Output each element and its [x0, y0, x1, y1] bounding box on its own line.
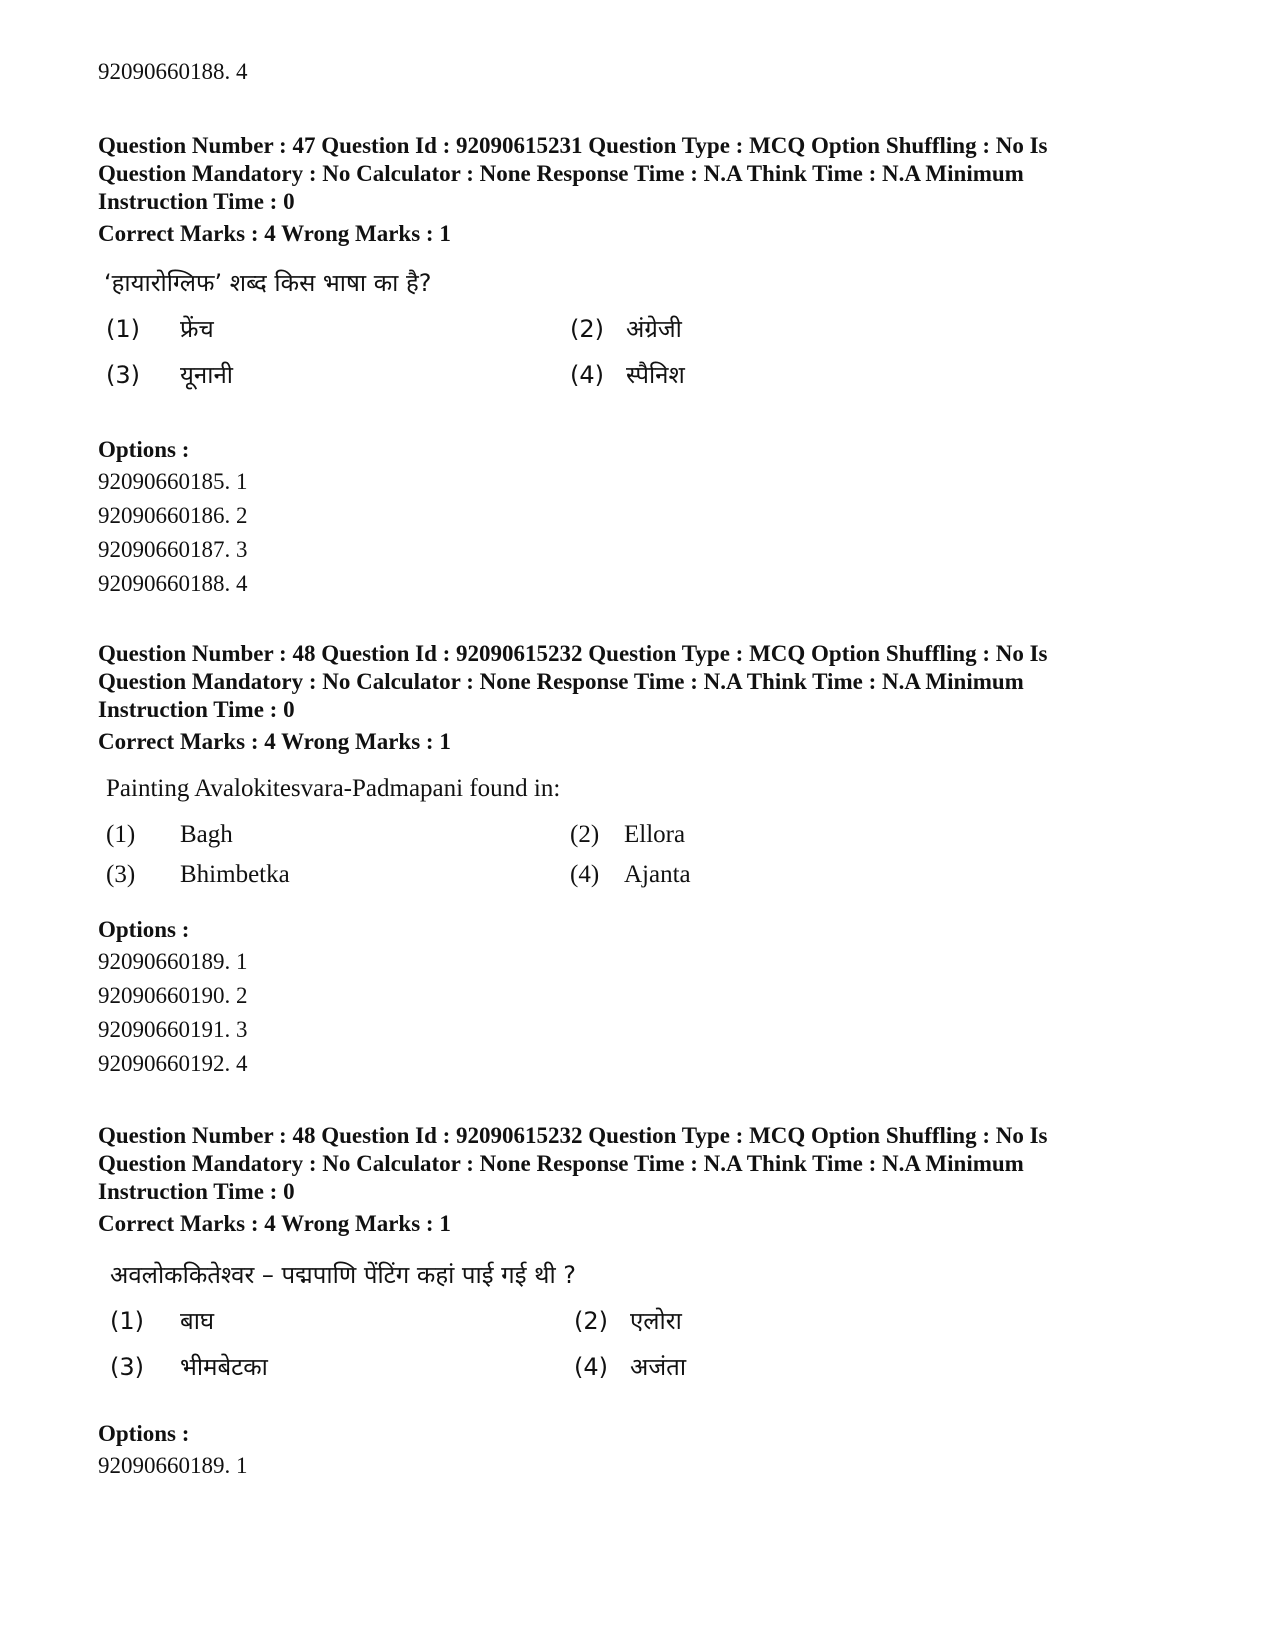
choice-number: (2) — [570, 315, 604, 343]
choice-number: (4) — [574, 1353, 608, 1381]
options-label: Options : — [98, 1421, 190, 1446]
choice-text: Bhimbetka — [180, 861, 290, 888]
question-marks: Correct Marks : 4 Wrong Marks : 1 — [98, 221, 451, 246]
choice-4 — [570, 860, 691, 890]
choice-3 — [110, 1352, 268, 1382]
choice-number: (1) — [106, 821, 136, 848]
question-meta-line-1: Question Number : 48 Question Id : 92090615232 Question Type : MCQ Option Shuffling : No Is — [98, 1123, 1048, 1148]
choice-number: (3) — [106, 861, 136, 888]
question-meta-line-2: Question Mandatory : No Calculator : None Response Time : N.A Think Time : N.A Minimum — [98, 669, 1024, 694]
option-id: 92090660189. 1 — [98, 1453, 248, 1478]
choice-1 — [106, 820, 233, 850]
choice-3 — [106, 860, 290, 890]
options-label: Options : — [98, 917, 190, 942]
choice-4 — [574, 1352, 686, 1382]
choice-text: यूनानी — [180, 361, 233, 389]
choice-text: अंग्रेजी — [626, 315, 682, 343]
choice-number: (3) — [106, 361, 140, 389]
answer-choices — [98, 1306, 1198, 1402]
choice-2 — [570, 820, 685, 850]
choice-text: स्पैनिश — [626, 361, 685, 389]
options-list — [98, 468, 1198, 598]
option-id: 92090660187. 3 — [98, 537, 248, 562]
question-text: Painting Avalokitesvara-Padmapani found in: — [106, 775, 561, 802]
question-meta-line-3: Instruction Time : 0 — [98, 697, 295, 722]
option-id: 92090660192. 4 — [98, 1051, 248, 1076]
choice-text: Ajanta — [624, 861, 691, 888]
choice-1 — [106, 314, 214, 344]
choice-number: (1) — [106, 315, 140, 343]
answer-choices — [98, 314, 1198, 410]
question-meta-line-2: Question Mandatory : No Calculator : None Response Time : N.A Think Time : N.A Minimum — [98, 161, 1024, 186]
choice-number: (4) — [570, 861, 600, 888]
question-meta-line-1: Question Number : 48 Question Id : 92090615232 Question Type : MCQ Option Shuffling : No Is — [98, 641, 1048, 666]
question-meta-line-1: Question Number : 47 Question Id : 92090615231 Question Type : MCQ Option Shuffling : No Is — [98, 133, 1048, 158]
choice-text: Bagh — [180, 821, 233, 848]
option-id: 92090660188. 4 — [98, 571, 248, 596]
question-text: अवलोककितेश्वर – पद्मपाणि पेंटिंग कहां पाई गई थी ? — [110, 1261, 577, 1289]
option-id: 92090660185. 1 — [98, 469, 248, 494]
question-marks: Correct Marks : 4 Wrong Marks : 1 — [98, 729, 451, 754]
top-option-line: 92090660188. 4 — [98, 59, 248, 84]
choice-3 — [106, 360, 233, 390]
choice-number: (2) — [570, 821, 600, 848]
option-id: 92090660190. 2 — [98, 983, 248, 1008]
choice-text: Ellora — [624, 821, 686, 848]
options-list — [98, 1452, 1198, 1480]
option-id: 92090660191. 3 — [98, 1017, 248, 1042]
question-48-english-section — [98, 640, 1198, 1084]
question-meta-line-2: Question Mandatory : No Calculator : None Response Time : N.A Think Time : N.A Minimum — [98, 1151, 1024, 1176]
choice-4 — [570, 360, 685, 390]
choice-text: फ्रेंच — [180, 315, 214, 343]
choice-number: (1) — [110, 1307, 144, 1335]
choice-text: एलोरा — [630, 1307, 682, 1335]
question-meta-line-3: Instruction Time : 0 — [98, 1179, 295, 1204]
option-id: 92090660189. 1 — [98, 949, 248, 974]
choice-2 — [574, 1306, 682, 1336]
options-label: Options : — [98, 437, 190, 462]
choice-text: अजंता — [630, 1353, 687, 1381]
choice-number: (2) — [574, 1307, 608, 1335]
question-text: ‘हायारोग्लिफ’ शब्द किस भाषा का है? — [104, 269, 432, 297]
option-id: 92090660186. 2 — [98, 503, 248, 528]
question-marks: Correct Marks : 4 Wrong Marks : 1 — [98, 1211, 451, 1236]
choice-number: (3) — [110, 1353, 144, 1381]
question-47-section — [98, 132, 1198, 604]
choice-text: बाघ — [180, 1307, 215, 1335]
answer-choices — [98, 820, 1198, 916]
question-meta-line-3: Instruction Time : 0 — [98, 189, 295, 214]
choice-1 — [110, 1306, 214, 1336]
choice-number: (4) — [570, 361, 604, 389]
options-list — [98, 948, 1198, 1078]
choice-2 — [570, 314, 682, 344]
choice-text: भीमबेटका — [180, 1353, 268, 1381]
question-48-hindi-section — [98, 1122, 1198, 1486]
